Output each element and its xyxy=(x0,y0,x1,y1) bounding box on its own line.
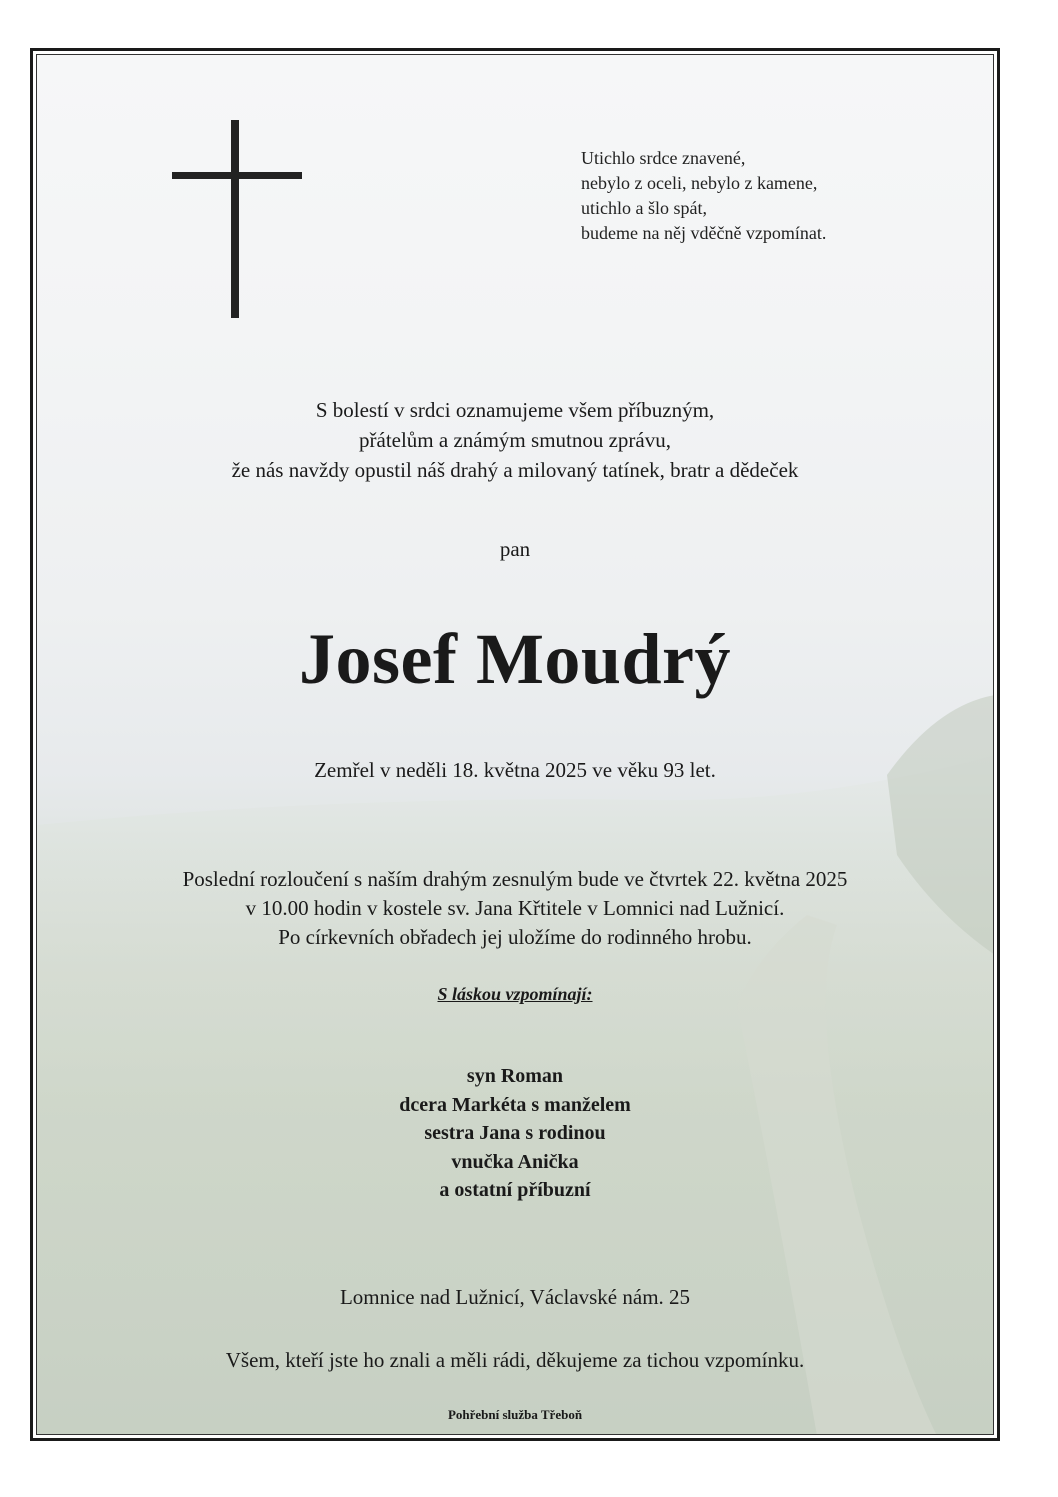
cross-icon xyxy=(172,120,302,318)
poem xyxy=(581,146,961,246)
mourners-list xyxy=(36,1062,994,1205)
funeral-info xyxy=(36,865,994,952)
poem-line: nebylo z oceli, nebylo z kamene, xyxy=(581,173,818,193)
salutation: pan xyxy=(499,537,531,561)
mourner-item: syn Roman xyxy=(466,1065,564,1087)
announcement xyxy=(36,395,994,485)
announcement-line: S bolestí v srdci oznamujeme všem příbuzným, xyxy=(315,398,715,422)
funeral-info-line: Po církevních obřadech jej uložíme do rodinného hrobu. xyxy=(278,925,752,949)
mourners-title: S láskou vzpomínají: xyxy=(437,984,593,1004)
announcement-line: že nás navždy opustil náš drahý a milovaný tatínek, bratr a dědeček xyxy=(231,458,799,482)
deceased-name: Josef Moudrý xyxy=(299,619,731,699)
death-notice: Zemřel v neděli 18. května 2025 ve věku 93 let. xyxy=(314,758,716,782)
poem-line: Utichlo srdce znavené, xyxy=(581,148,746,168)
announcement-line: přátelům a známým smutnou zprávu, xyxy=(359,428,671,452)
mourner-item: vnučka Anička xyxy=(451,1150,579,1173)
funeral-service: Pohřební služba Třeboň xyxy=(447,1407,583,1422)
funeral-info-line: Poslední rozloučení s naším drahým zesnulým bude ve čtvrtek 22. května 2025 xyxy=(182,867,848,891)
poem-line: utichlo a šlo spát, xyxy=(581,198,707,218)
address: Lomnice nad Lužnicí, Václavské nám. 25 xyxy=(339,1285,691,1309)
mourner-item: dcera Markéta s manželem xyxy=(399,1093,631,1116)
mourner-item: sestra Jana s rodinou xyxy=(424,1122,606,1144)
funeral-info-line: v 10.00 hodin v kostele sv. Jana Křtitele v Lomnici nad Lužnicí. xyxy=(245,896,785,920)
mourner-item: a ostatní příbuzní xyxy=(439,1179,591,1201)
poem-line: budeme na něj vděčně vzpomínat. xyxy=(581,223,827,243)
thanks-note: Všem, kteří jste ho znali a měli rádi, děkujeme za tichou vzpomínku. xyxy=(225,1348,805,1372)
